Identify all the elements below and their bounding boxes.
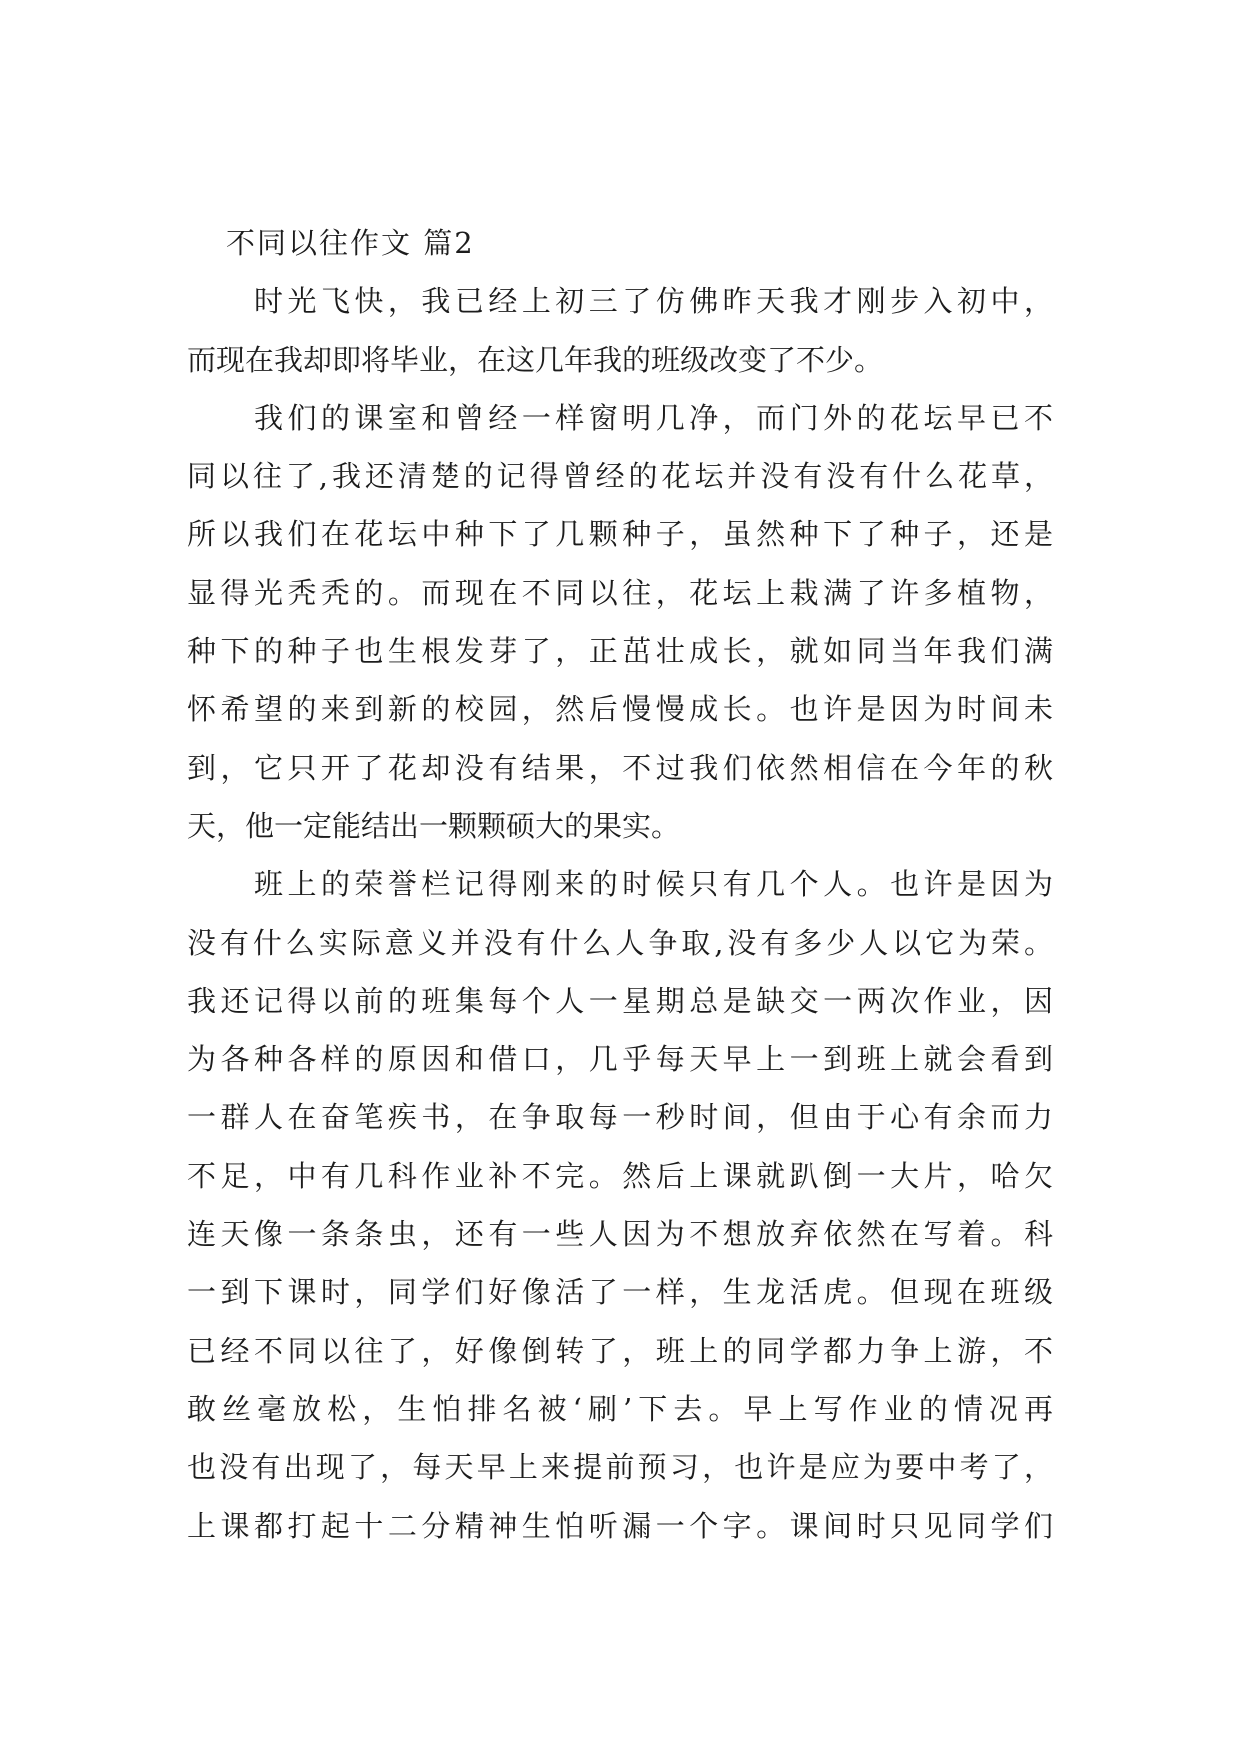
paragraph-line: 上课都打起十二分精神生怕听漏一个字。课间时只见同学们 [187,1508,1053,1543]
essay-body [187,272,1053,1555]
paragraph-line: 怀希望的来到新的校园，然后慢慢成长。也许是因为时间未 [187,692,1053,727]
paragraph-line: 没有什么实际意义并没有什么人争取,没有多少人以它为荣。 [187,925,1053,960]
paragraph-line: 同以往了,我还清楚的记得曾经的花坛并没有没有什么花草， [187,459,1053,494]
essay-heading: 不同以往作文 篇2 [226,226,475,260]
paragraph-2 [187,389,1053,855]
paragraph-line: 而现在我却即将毕业，在这几年我的班级改变了不少。 [187,342,884,377]
paragraph-line: 敢丝毫放松，生怕排名被‘刷’下去。早上写作业的情况再 [187,1391,1053,1426]
paragraph-line: 到，它只开了花却没有结果，不过我们依然相信在今年的秋 [187,750,1053,785]
paragraph-1 [187,272,1053,389]
paragraph-line: 一群人在奋笔疾书，在争取每一秒时间，但由于心有余而力 [187,1100,1053,1135]
paragraph-line: 所以我们在花坛中种下了几颗种子，虽然种下了种子，还是 [187,517,1053,552]
paragraph-line: 种下的种子也生根发芽了，正茁壮成长，就如同当年我们满 [187,634,1053,669]
paragraph-line: 班上的荣誉栏记得刚来的时候只有几个人。也许是因为 [254,867,1053,902]
paragraph-line: 时光飞快，我已经上初三了仿佛昨天我才刚步入初中， [254,284,1053,319]
paragraph-line: 我们的课室和曾经一样窗明几净，而门外的花坛早已不 [254,400,1053,435]
paragraph-line: 也没有出现了，每天早上来提前预习，也许是应为要中考了， [187,1450,1053,1485]
paragraph-line: 不足，中有几科作业补不完。然后上课就趴倒一大片，哈欠 [187,1158,1053,1193]
paragraph-line: 天，他一定能结出一颗颗硕大的果实。 [187,808,681,843]
paragraph-line: 我还记得以前的班集每个人一星期总是缺交一两次作业，因 [187,983,1053,1018]
paragraph-line: 已经不同以往了，好像倒转了，班上的同学都力争上游，不 [187,1333,1053,1368]
paragraph-3 [187,855,1053,1555]
paragraph-line: 一到下课时，同学们好像活了一样，生龙活虎。但现在班级 [187,1275,1053,1310]
paragraph-line: 为各种各样的原因和借口，几乎每天早上一到班上就会看到 [187,1042,1053,1077]
paragraph-line: 连天像一条条虫，还有一些人因为不想放弃依然在写着。科 [187,1217,1053,1252]
paragraph-line: 显得光秃秃的。而现在不同以往，花坛上栽满了许多植物， [187,575,1053,610]
